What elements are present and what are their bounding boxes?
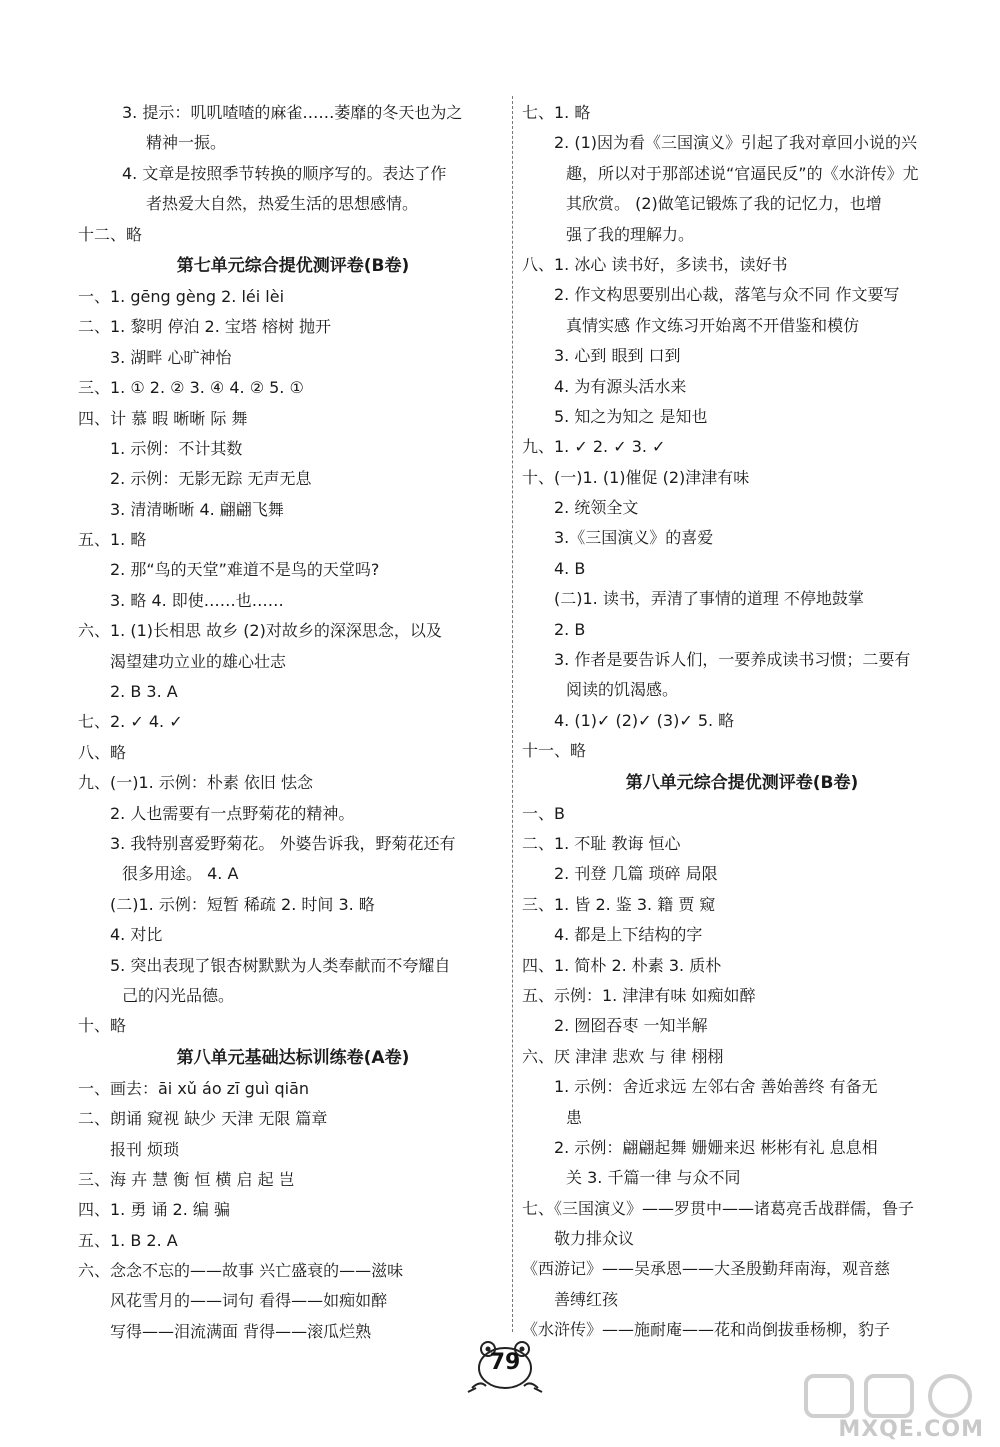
answer-line: 十一、略 bbox=[522, 741, 587, 761]
answer-line: 六、1. (1)长相思 故乡 (2)对故乡的深深思念，以及 bbox=[78, 621, 442, 641]
watermark-badge-icon bbox=[800, 1370, 990, 1420]
answer-line: 八、1. 冰心 读书好，多读书，读好书 bbox=[522, 254, 788, 274]
right-column bbox=[522, 98, 962, 1346]
answer-line: 写得——泪流满面 背得——滚瓜烂熟 bbox=[110, 1321, 372, 1341]
answer-line: 精神一振。 bbox=[146, 133, 227, 153]
answer-line: 五、示例：1. 津津有味 如痴如醉 bbox=[522, 985, 756, 1005]
answer-line: 2. 那“鸟的天堂”难道不是鸟的天堂吗? bbox=[110, 560, 380, 580]
answer-line: 一、画去：āi xǔ áo zī guì qiān bbox=[78, 1078, 310, 1098]
answer-line: 报刊 烦琐 bbox=[110, 1139, 180, 1159]
section-heading: 第八单元综合提优测评卷(B卷) bbox=[625, 772, 859, 793]
page-number: 79 bbox=[489, 1350, 521, 1375]
answer-line: 真情实感 作文练习开始离不开借鉴和模仿 bbox=[566, 315, 860, 335]
answer-line: 2. 作文构思要别出心裁，落笔与众不同 作文要写 bbox=[554, 285, 900, 305]
answer-line: 一、1. gēng gèng 2. léi lèi bbox=[78, 286, 285, 306]
page-footer bbox=[460, 1336, 550, 1396]
answer-line: 风花雪月的——词句 看得——如痴如醉 bbox=[110, 1291, 388, 1311]
answer-line: 4. 文章是按照季节转换的顺序写的。表达了作 bbox=[122, 163, 447, 183]
answer-line: 3. 提示：叽叽喳喳的麻雀……萎靡的冬天也为之 bbox=[122, 103, 463, 122]
answer-line: 2. 统领全文 bbox=[554, 498, 639, 518]
answer-line: 二、朗诵 窥视 缺少 天津 无限 篇章 bbox=[78, 1109, 328, 1129]
answer-line: 3. 略 4. 即使……也…… bbox=[110, 590, 284, 610]
answer-line: 2. B 3. A bbox=[110, 682, 178, 702]
answer-line: 3. 我特别喜爱野菊花。 外婆告诉我，野菊花还有 bbox=[110, 833, 456, 853]
answer-line: 2. (1)因为看《三国演义》引起了我对章回小说的兴 bbox=[554, 133, 918, 153]
answer-line: 四、1. 勇 诵 2. 编 骗 bbox=[78, 1200, 230, 1220]
answer-line: 五、1. B 2. A bbox=[78, 1230, 178, 1250]
answer-line: 3. 作者是要告诉人们，一要养成读书习惯；二要有 bbox=[554, 650, 911, 670]
answer-line: 四、计 慕 暇 晰晰 际 舞 bbox=[78, 408, 248, 428]
answer-line: 《水浒传》——施耐庵——花和尚倒拔垂杨柳，豹子 bbox=[522, 1320, 891, 1340]
answer-line: 4. 对比 bbox=[110, 925, 163, 945]
answer-line: 4. 都是上下结构的字 bbox=[554, 925, 703, 945]
answer-line: 2. 示例：翩翩起舞 姗姗来迟 彬彬有礼 息息相 bbox=[554, 1137, 878, 1157]
left-column bbox=[78, 98, 508, 1347]
watermark bbox=[800, 1370, 990, 1446]
answer-line: 阅读的饥渴感。 bbox=[566, 680, 679, 700]
answer-line: 3. 清清晰晰 4. 翩翩飞舞 bbox=[110, 499, 284, 519]
answer-line: 五、1. 略 bbox=[78, 530, 147, 550]
answer-line: 2. B bbox=[554, 619, 586, 639]
answer-line: 1. 示例：不计其数 bbox=[110, 438, 243, 458]
answer-line: 一、B bbox=[522, 803, 565, 823]
answer-line: 4. 为有源头活水来 bbox=[554, 376, 687, 396]
answer-line: 己的闪光品德。 bbox=[122, 985, 235, 1005]
answer-line: 渴望建功立业的雄心壮志 bbox=[110, 651, 287, 671]
answer-line: 《西游记》——吴承恩——大圣殷勤拜南海，观音慈 bbox=[522, 1259, 891, 1279]
section-heading: 第七单元综合提优测评卷(B卷) bbox=[176, 255, 410, 276]
answer-line: 很多用途。 4. A bbox=[122, 864, 239, 884]
answer-line: 3. 湖畔 心旷神怡 bbox=[110, 347, 232, 367]
answer-line: 3. 心到 眼到 口到 bbox=[554, 346, 681, 366]
answer-line: 十二、略 bbox=[78, 224, 143, 244]
answer-line: 患 bbox=[566, 1107, 583, 1127]
watermark-url: MXQE.COM bbox=[838, 1417, 984, 1442]
answer-line: 1. 示例：舍近求远 左邻右舍 善始善终 有备无 bbox=[554, 1077, 878, 1097]
answer-line: 3.《三国演义》的喜爱 bbox=[554, 528, 714, 548]
answer-line: 2. 囫囵吞枣 一知半解 bbox=[554, 1016, 708, 1036]
answer-line: 三、1. ① 2. ② 3. ④ 4. ② 5. ① bbox=[78, 378, 304, 398]
answer-line: 九、(一)1. 示例：朴素 依旧 怯念 bbox=[78, 773, 314, 793]
answer-line: 八、略 bbox=[78, 742, 127, 762]
answer-line: 四、1. 简朴 2. 朴素 3. 质朴 bbox=[522, 955, 722, 975]
answer-line: 七、1. 略 bbox=[522, 103, 591, 122]
answer-line: 六、念念不忘的——故事 兴亡盛衰的——滋味 bbox=[78, 1261, 404, 1281]
answer-line: 2. 示例：无影无踪 无声无息 bbox=[110, 469, 312, 489]
answer-line: 2. 人也需要有一点野菊花的精神。 bbox=[110, 803, 355, 823]
answer-line: 九、1. ✓ 2. ✓ 3. ✓ bbox=[522, 437, 666, 457]
answer-line: 十、(一)1. (1)催促 (2)津津有味 bbox=[522, 467, 750, 487]
answer-line: 5. 知之为知之 是知也 bbox=[554, 406, 708, 426]
answer-line: 二、1. 黎明 停泊 2. 宝塔 榕树 抛开 bbox=[78, 317, 332, 337]
answer-line: 善缚红孩 bbox=[554, 1289, 619, 1309]
answer-line: 三、1. 皆 2. 鉴 3. 籍 贾 窥 bbox=[522, 894, 716, 914]
answer-line: 十、略 bbox=[78, 1016, 127, 1036]
answer-line: 5. 突出表现了银杏树默默为人类奉献而不夸耀自 bbox=[110, 955, 451, 975]
answer-line: 敬力排众议 bbox=[554, 1229, 635, 1249]
answer-line: 4. (1)✓ (2)✓ (3)✓ 5. 略 bbox=[554, 710, 735, 730]
answer-line: 其欣赏。 (2)做笔记锻炼了我的记忆力，也增 bbox=[566, 194, 882, 214]
answer-line: 者热爱大自然，热爱生活的思想感情。 bbox=[146, 194, 419, 214]
answer-line: 强了我的理解力。 bbox=[566, 224, 695, 244]
answer-line: 二、1. 不耻 教诲 恒心 bbox=[522, 833, 681, 853]
answer-line: 三、海 卉 慧 衡 恒 横 启 起 岂 bbox=[78, 1169, 295, 1189]
answer-line: (二)1. 示例：短暂 稀疏 2. 时间 3. 略 bbox=[110, 894, 375, 914]
answer-line: 4. B bbox=[554, 558, 586, 578]
answer-line: 六、厌 津津 悲欢 与 律 栩栩 bbox=[522, 1046, 724, 1066]
answer-line: (二)1. 读书，弄清了事情的道理 不停地鼓掌 bbox=[554, 589, 864, 609]
answer-line: 七、2. ✓ 4. ✓ bbox=[78, 712, 183, 732]
column-divider bbox=[512, 96, 513, 1332]
answer-line: 关 3. 千篇一律 与众不同 bbox=[566, 1168, 741, 1188]
answer-line: 七、《三国演义》——罗贯中——诸葛亮舌战群儒，鲁子 bbox=[522, 1198, 915, 1218]
answer-line: 趣，所以对于那部述说“官逼民反”的《水浒传》尤 bbox=[566, 163, 919, 183]
section-heading: 第八单元基础达标训练卷(A卷) bbox=[176, 1047, 410, 1068]
answer-line: 2. 刊登 几篇 琐碎 局限 bbox=[554, 864, 718, 884]
